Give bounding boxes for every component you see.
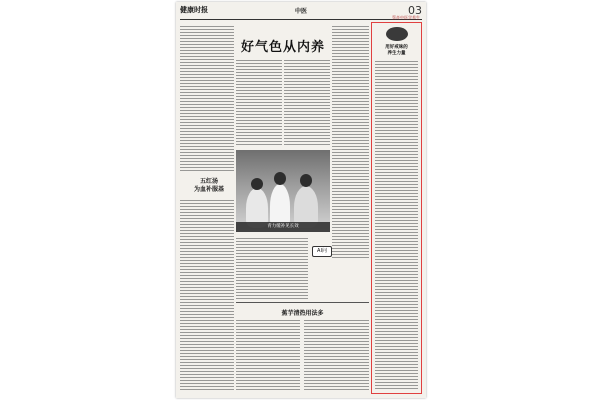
divider <box>236 302 369 303</box>
left-column-text <box>180 26 234 172</box>
main-text-col-1 <box>236 60 282 146</box>
column-logo-icon <box>386 27 408 41</box>
paper-name: 健康时报 <box>180 5 208 14</box>
main-text-col-3 <box>332 26 369 258</box>
photo-caption: 青力缓补见长效 <box>236 222 330 232</box>
page-number: 03 <box>408 4 422 17</box>
masthead <box>180 5 422 20</box>
section-label: 中医 <box>294 8 307 15</box>
newspaper-page <box>176 2 426 398</box>
column-name: 蔡奇中医学养生 <box>392 15 420 20</box>
left-story-headline: 五红汤 为血补服基 <box>193 178 224 193</box>
bottom-text-col-1 <box>236 320 300 392</box>
ai-badge[interactable]: AI问 <box>312 246 332 257</box>
main-text-lower <box>236 238 308 300</box>
highlighted-side-story[interactable] <box>371 22 422 394</box>
side-story-text <box>375 61 418 391</box>
news-photo <box>236 150 330 232</box>
bottom-text-col-2 <box>304 320 369 392</box>
main-text-col-2 <box>284 60 330 146</box>
left-story-text <box>180 200 234 392</box>
bottom-story-headline: 蕉芋清热用法多 <box>281 310 324 317</box>
main-headline: 好气色从内养 <box>240 40 325 55</box>
side-story-title: 用好戒味的 养生力量 <box>385 45 408 56</box>
